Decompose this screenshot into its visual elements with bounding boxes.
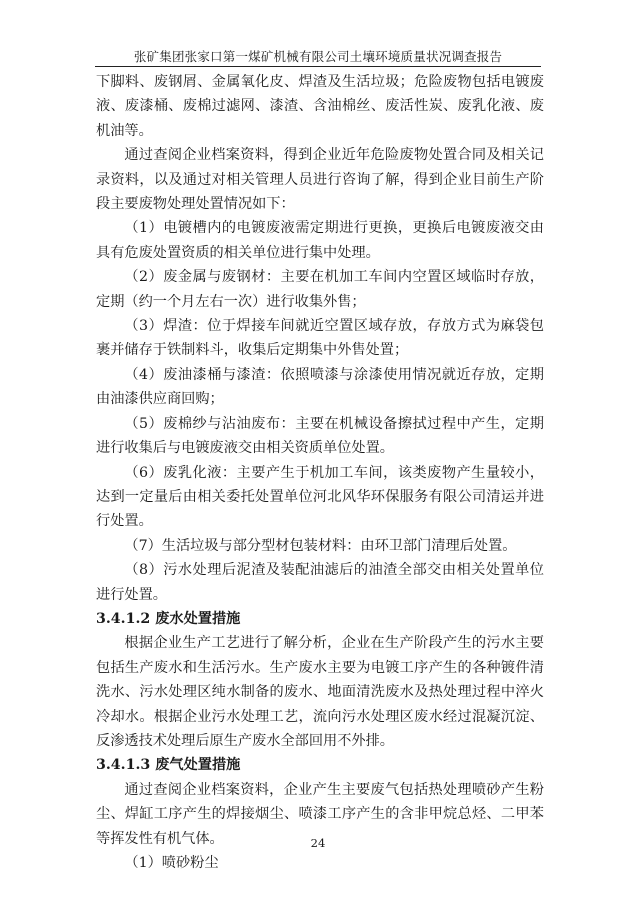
list-item-emulsion: （6）废乳化液：主要产生于机加工车间，该类废物产生量较小，达到一定量后由相关委托处置单位河北风华环保服务有限公司清运并进行处置。 [96,464,544,530]
paragraph-disposal-intro: 通过查阅企业档案资料，得到企业近年危险废物处置合同及相关记录资料，以及通过对相关管理人员进行咨询了解，得到企业目前生产阶段主要废物处理处置情况如下： [96,147,544,213]
header-divider [95,66,541,67]
paragraph-exhaust-gas: 通过查阅企业档案资料，企业产生主要废气包括热处理喷砂产生粉尘、焊缸工序产生的焊接烟尘、喷漆工序产生的含非甲烷总烃、二甲苯等挥发性有机气体。 [96,781,544,847]
list-item-electroplating-waste: （1）电镀槽内的电镀废液需定期进行更换，更换后电镀废液交由具有危废处置资质的相关单位进行集中处理。 [96,220,544,261]
page-number: 24 [310,836,326,850]
paragraph-wastewater: 根据企业生产工艺进行了解分析，企业在生产阶段产生的污水主要包括生产废水和生活污水。生产废水主要为电镀工序产生的各种镀件清洗水、污水处理区纯水制备的废水、地面清洗废水及热处理过程中淬火冷却水。根据企业污水处理工艺，流向污水处理区废水经过混凝沉淀、反渗透技术处理后原生产废水全部回用不外排。 [96,635,544,749]
list-item-paint-waste: （4）废油漆桶与漆渣：依照喷漆与涂漆使用情况就近存放，定期由油漆供应商回购； [96,366,544,408]
paragraph-waste-list: 下脚料、废钢屑、金属氧化皮、焊渣及生活垃圾；危险废物包括电镀废液、废漆桶、废棉过滤网、漆渣、含油棉丝、废活性炭、废乳化液、废机油等。 [96,74,544,139]
list-item-sludge: （8）污水处理后泥渣及装配油滤后的油渣全部交由相关处置单位进行处置。 [96,562,544,603]
list-item-welding-slag: （3）焊渣：位于焊接车间就近空置区域存放，存放方式为麻袋包裹并储存于铁制料斗，收集后定期集中外售处置； [96,318,544,359]
section-heading-exhaust-gas: 3.4.1.3 废气处置措施 [96,757,241,774]
list-item-oily-cloth: （5）废棉纱与沾油废布：主要在机械设备擦拭过程中产生，定期进行收集后与电镀废液交由相关资质单位处置。 [96,415,544,457]
document-body [96,70,544,875]
list-item-scrap-metal: （2）废金属与废钢材：主要在机加工车间内空置区域临时存放，定期（约一个月左右一次）进行收集外售； [96,269,544,310]
section-heading-wastewater: 3.4.1.2 废水处置措施 [96,610,241,627]
page-header-title: 张矿集团张家口第一煤矿机械有限公司土壤环境质量状况调查报告 [133,49,503,64]
list-item-sandblasting-dust: （1）喷砂粉尘 [124,855,219,871]
list-item-domestic-garbage: （7）生活垃圾与部分型材包装材料：由环卫部门清理后处置。 [124,537,517,554]
